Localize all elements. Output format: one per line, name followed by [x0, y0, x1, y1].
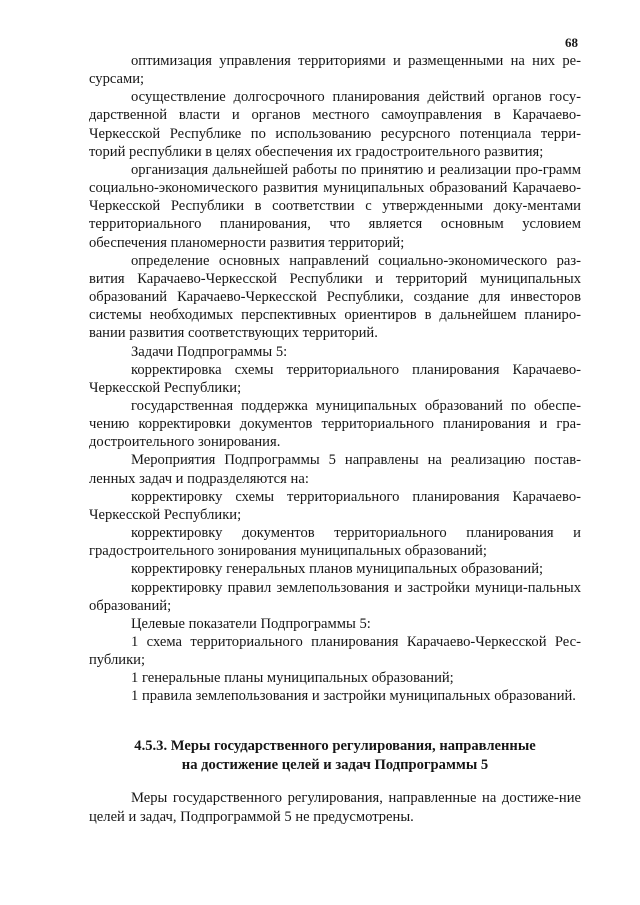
paragraph-measure-scheme: корректировку схемы территориального планирования Карачаево-Черкесской Республики; [89, 488, 581, 523]
paragraph-task-scheme: корректировка схемы территориального планирования Карачаево-Черкесской Республики; [89, 361, 581, 396]
paragraph-measures-intro: Мероприятия Подпрограммы 5 направлены на реализацию постав-ленных задач и подразделяются на: [89, 452, 581, 487]
paragraph-objective-directions: определение основных направлений социально-экономического раз-вития Карачаево-Черкесской Республики и территорий муниципальных образований Карачаево-Черкесской Республики, создание для инвесторов системы необходимых перспективных ориентиров в дальнейшем планиро-вании развития соответствующих территорий. [89, 252, 581, 342]
paragraph-indicator-general-plans: 1 генеральные планы муниципальных образований; [131, 670, 454, 687]
paragraph-indicator-scheme: 1 схема территориального планирования Карачаево-Черкесской Рес-публики; [89, 634, 581, 669]
paragraph-indicators-heading: Целевые показатели Подпрограммы 5: [131, 615, 371, 632]
paragraph-tasks-heading: Задачи Подпрограммы 5: [131, 343, 288, 360]
paragraph-indicator-rules: 1 правила землепользования и застройки муниципальных образований. [131, 688, 576, 705]
section-heading [89, 737, 581, 774]
paragraph-objective-planning: осуществление долгосрочного планирования действий органов госу-дарственной власти и органов местного самоуправления в Карачаево-Черкесской Республике по использованию ресурсного потенциала терри-торий республики в целях обеспечения их градостроительного развития; [89, 89, 581, 160]
paragraph-objective-programs: организация дальнейшей работы по принятию и реализации про-грамм социально-экономического развития муниципальных образований Карачаево-Черкесской Республики в соответствии с утвержденными доку-ментами территориального планирования, что является основным условием обеспечения планомерности развития территорий; [89, 161, 581, 251]
paragraph-measure-rules: корректировку правил землепользования и застройки муници-пальных образований; [89, 579, 581, 614]
paragraph-objective-management: оптимизация управления территориями и размещенными на них ре-сурсами; [89, 53, 581, 88]
paragraph-task-support: государственная поддержка муниципальных образований по обеспе-чению корректировки документов территориального планирования и гра-достроительного зонирования. [89, 397, 581, 451]
paragraph-measure-documents: корректировку документов территориального планирования и градостроительного зонирования муниципальных образований; [89, 525, 581, 560]
closing-text [89, 789, 581, 826]
section-heading-line-1: 4.5.3. Меры государственного регулирования, направленные [134, 738, 536, 754]
section-heading-line-2: на достижение целей и задач Подпрограммы 5 [181, 756, 489, 773]
paragraph-regulation-measures: Меры государственного регулирования, направленные на достиже-ние целей и задач, Подпрограммой 5 не предусмотрены. [89, 790, 581, 825]
page-number: 68 [565, 35, 578, 50]
paragraph-measure-general-plans: корректировку генеральных планов муниципальных образований; [131, 561, 544, 578]
body-text [89, 52, 581, 706]
